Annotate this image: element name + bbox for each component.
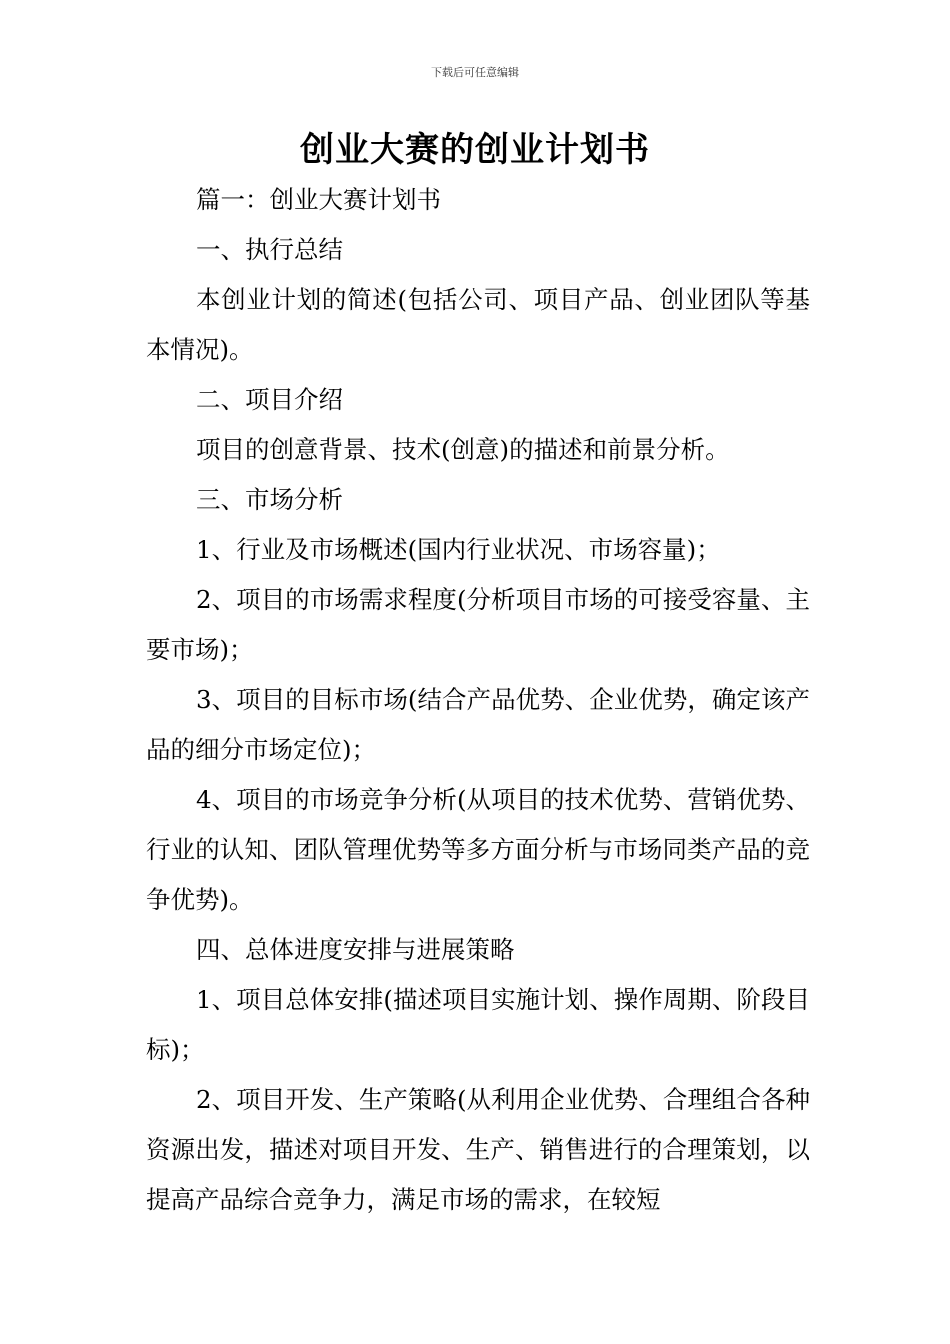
header-note: 下载后可任意编辑 xyxy=(431,66,519,79)
paragraph-part-heading: 篇一：创业大赛计划书 xyxy=(196,185,441,214)
section-heading-project-intro: 二、项目介绍 xyxy=(196,385,343,414)
section-heading-schedule: 四、总体进度安排与进展策略 xyxy=(196,935,515,964)
section-heading-executive-summary: 一、执行总结 xyxy=(196,235,343,264)
list-item: 1、项目总体安排(描述项目实施计划、操作周期、阶段目标)； xyxy=(146,985,810,1064)
list-item: 4、项目的市场竞争分析(从项目的技术优势、营销优势、行业的认知、团队管理优势等多方面分析与市场同类产品的竞争优势)。 xyxy=(146,785,810,914)
document-title: 创业大赛的创业计划书 xyxy=(300,130,650,170)
document-body xyxy=(146,175,810,1225)
section-heading-market-analysis: 三、市场分析 xyxy=(196,485,343,514)
paragraph: 项目的创意背景、技术(创意)的描述和前景分析。 xyxy=(196,435,730,464)
paragraph: 本创业计划的简述(包括公司、项目产品、创业团队等基本情况)。 xyxy=(146,285,810,364)
list-item: 2、项目开发、生产策略(从利用企业优势、合理组合各种资源出发，描述对项目开发、生产、销售进行的合理策划，以提高产品综合竞争力，满足市场的需求，在较短 xyxy=(146,1085,810,1214)
list-item: 2、项目的市场需求程度(分析项目市场的可接受容量、主要市场)； xyxy=(146,585,810,664)
list-item: 1、行业及市场概述(国内行业状况、市场容量)； xyxy=(196,535,721,564)
list-item: 3、项目的目标市场(结合产品优势、企业优势，确定该产品的细分市场定位)； xyxy=(146,685,810,764)
